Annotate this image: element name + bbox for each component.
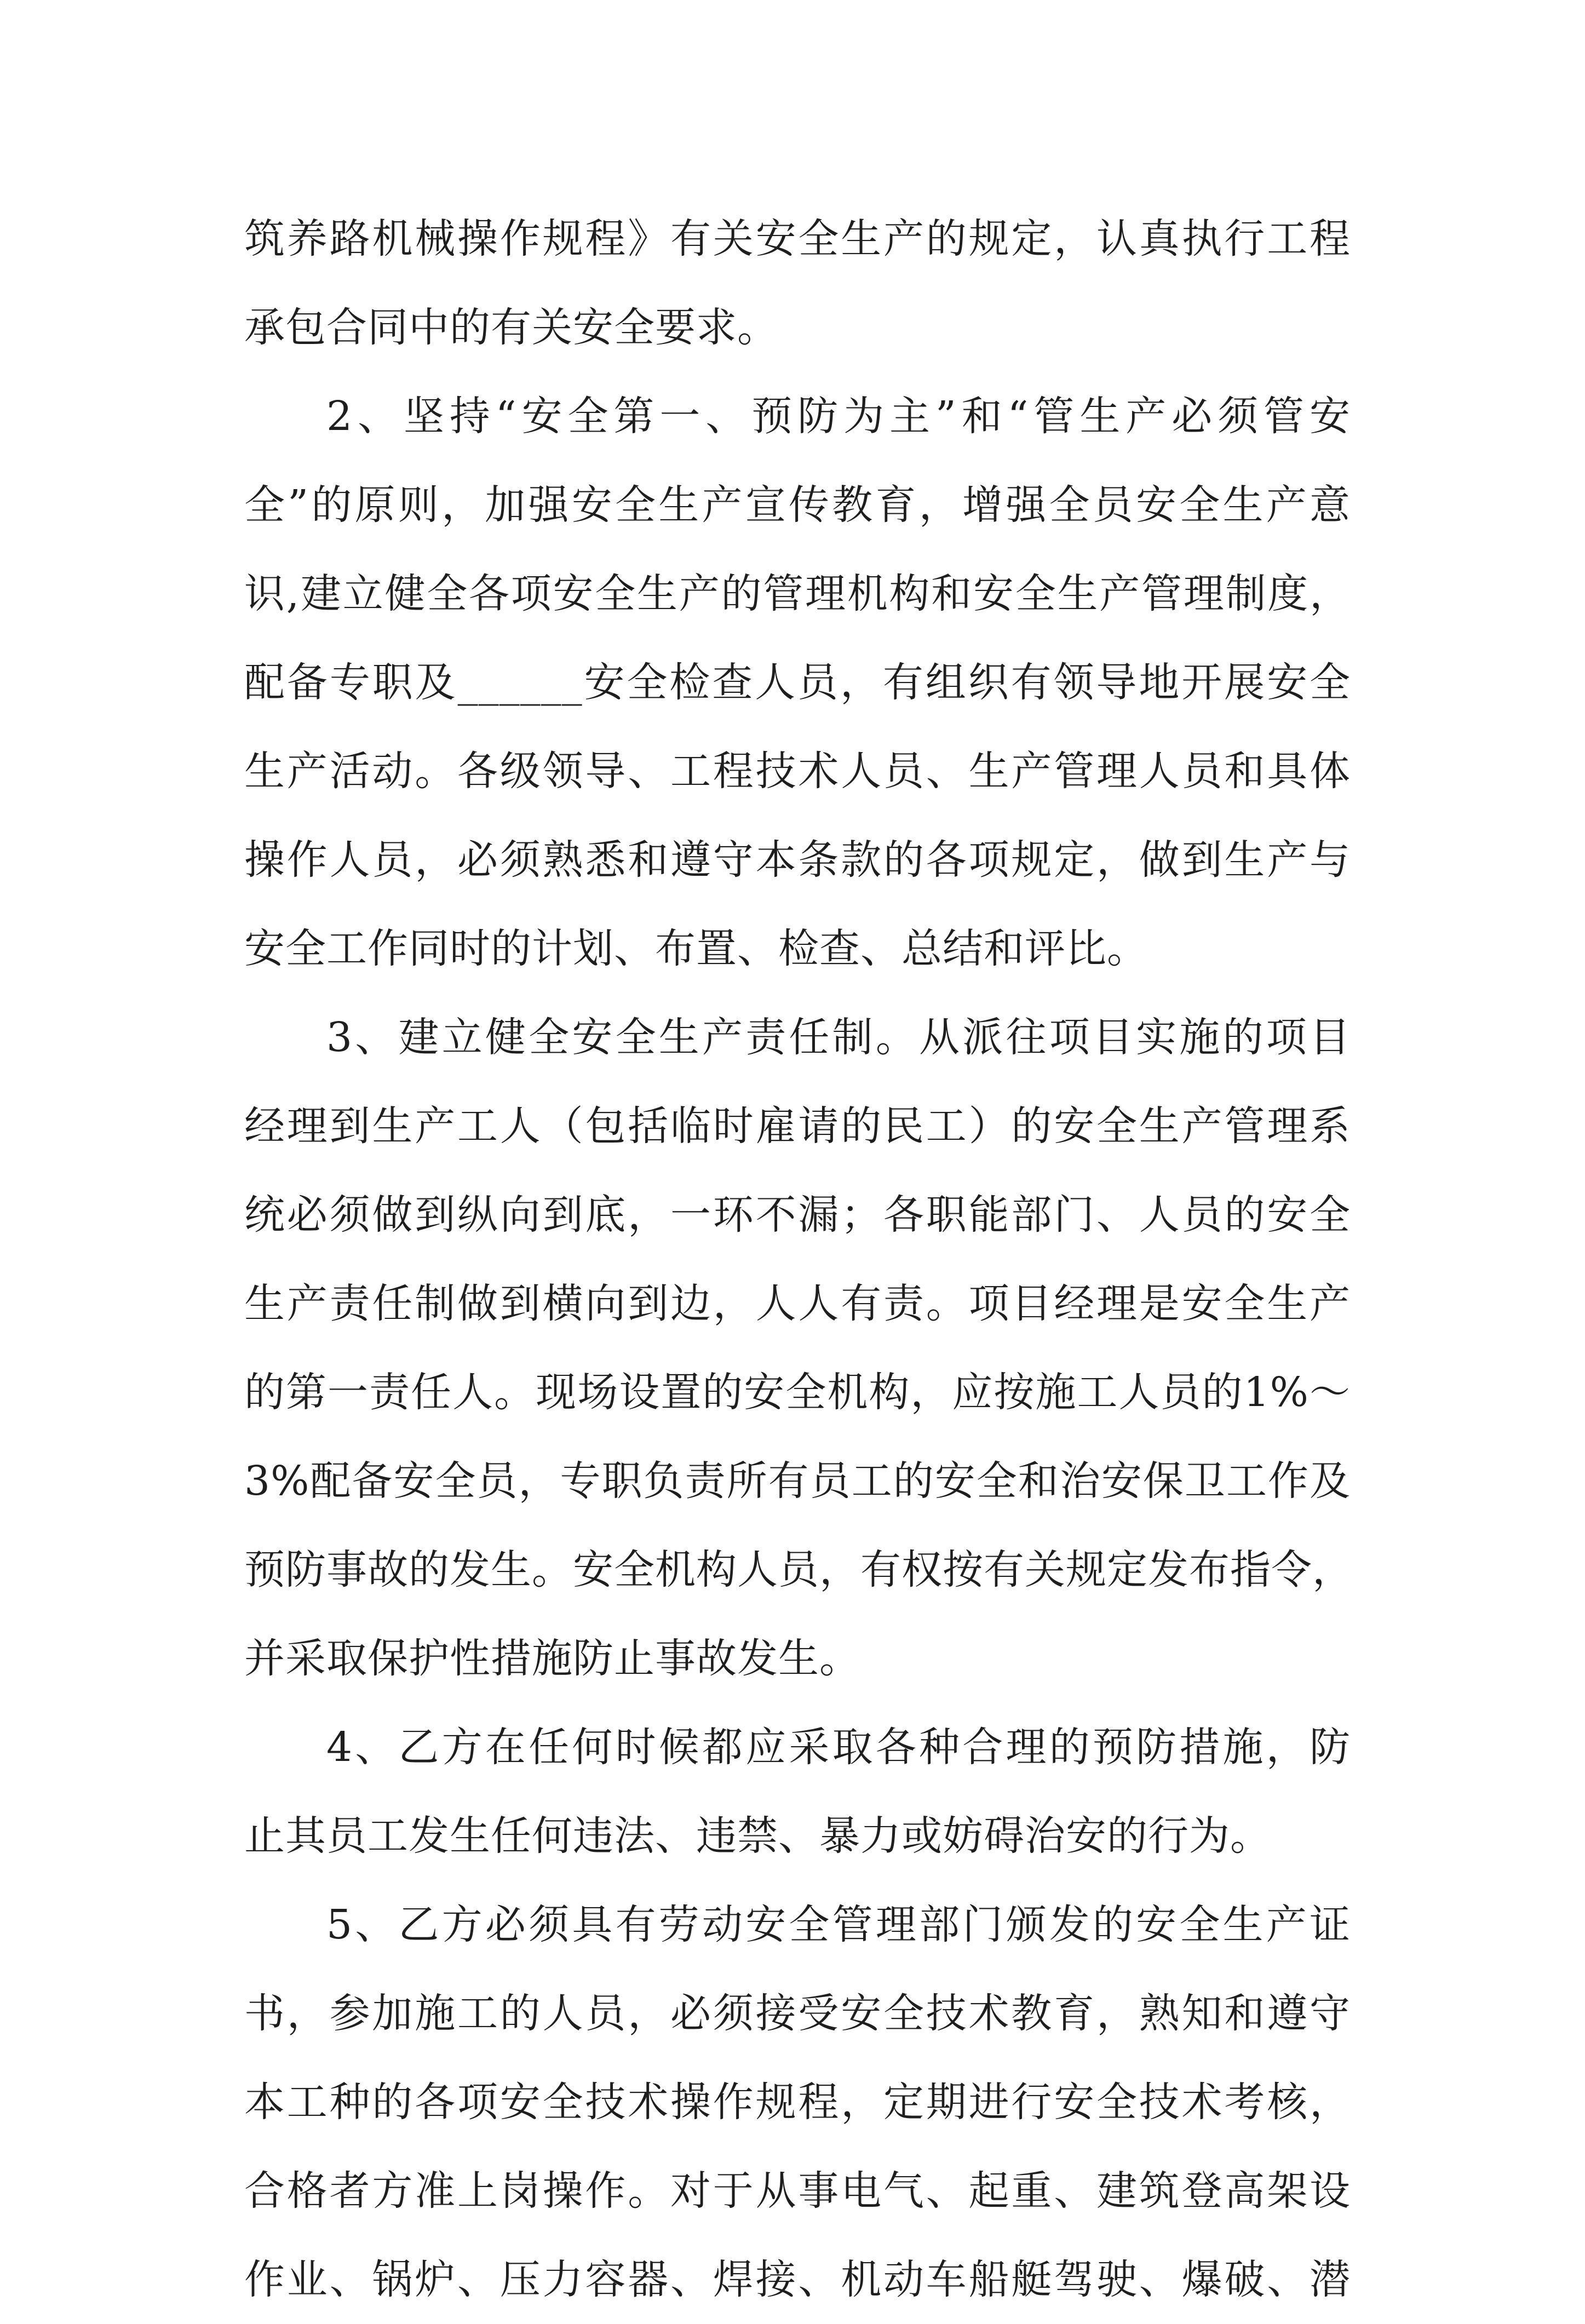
text-line: 3、建立健全安全生产责任制。从派往项目实施的项目: [326, 1014, 1351, 1061]
text-line: 5、乙方必须具有劳动安全管理部门颁发的安全生产证: [326, 1901, 1351, 1948]
text-line: 本工种的各项安全技术操作规程，定期进行安全技术考核，: [244, 2079, 1351, 2126]
text-line: 全”的原则，加强安全生产宣传教育，增强全员安全生产意: [244, 481, 1351, 529]
text-line: 生产责任制做到横向到边，人人有责。项目经理是安全生产: [244, 1280, 1351, 1327]
text-line: 4、乙方在任何时候都应采取各种合理的预防措施，防: [326, 1724, 1351, 1771]
text-line: 操作人员，必须熟悉和遵守本条款的各项规定，做到生产与: [244, 836, 1351, 883]
text-line: 合格者方准上岗操作。对于从事电气、起重、建筑登高架设: [244, 2167, 1351, 2214]
text-line: 承包合同中的有关安全要求。: [244, 304, 778, 351]
text-line: 作业、锅炉、压力容器、焊接、机动车船艇驾驶、爆破、潜: [244, 2256, 1351, 2303]
text-line: 统必须做到纵向到底，一环不漏；各职能部门、人员的安全: [244, 1191, 1351, 1238]
text-line: 预防事故的发生。安全机构人员，有权按有关规定发布指令，: [244, 1546, 1353, 1593]
text-line: 止其员工发生任何违法、违禁、暴力或妨碍治安的行为。: [244, 1812, 1271, 1860]
text-line: 2、坚持“安全第一、预防为主”和“管生产必须管安: [326, 393, 1351, 440]
text-line: 配备专职及______安全检查人员，有组织有领导地开展安全: [244, 659, 1351, 706]
text-line: 3%配备安全员，专职负责所有员工的安全和治安保卫工作及: [244, 1457, 1351, 1505]
text-line: 并采取保护性措施防止事故发生。: [244, 1635, 860, 1682]
text-line: 经理到生产工人（包括临时雇请的民工）的安全生产管理系: [244, 1103, 1351, 1150]
text-line: 的第一责任人。现场设置的安全机构，应按施工人员的1%～: [244, 1369, 1351, 1416]
text-line: 书，参加施工的人员，必须接受安全技术教育，熟知和遵守: [244, 1990, 1351, 2037]
text-line: 生产活动。各级领导、工程技术人员、生产管理人员和具体: [244, 748, 1351, 795]
text-line: 安全工作同时的计划、布置、检查、总结和评比。: [244, 925, 1148, 972]
text-line: 筑养路机械操作规程》有关安全生产的规定，认真执行工程: [244, 215, 1351, 262]
text-line: 识,建立健全各项安全生产的管理机构和安全生产管理制度，: [244, 570, 1351, 617]
document-body-text: [244, 194, 1351, 2324]
